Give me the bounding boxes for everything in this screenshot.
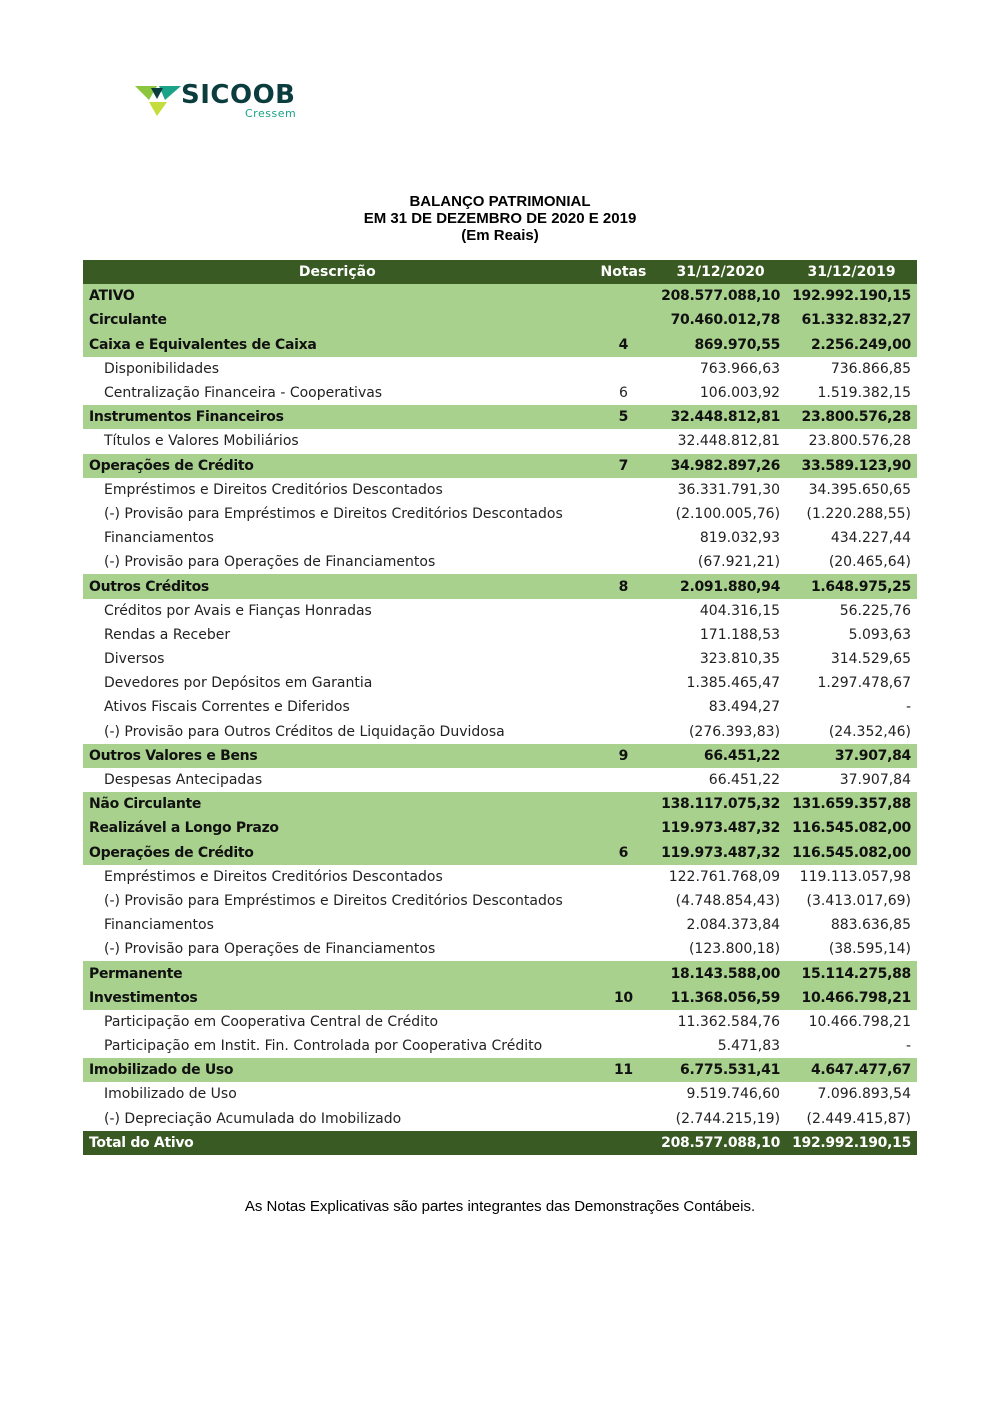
- table-row: [83, 1010, 917, 1034]
- header-2019: 31/12/2019: [786, 260, 917, 284]
- row-nota: [592, 1010, 655, 1034]
- row-value-2019: 192.992.190,15: [786, 284, 917, 308]
- row-value-2019: (24.352,46): [786, 720, 917, 744]
- group-row: [83, 744, 917, 768]
- row-description: Títulos e Valores Mobiliários: [83, 429, 592, 453]
- row-value-2019: (2.449.415,87): [786, 1107, 917, 1131]
- row-description: Diversos: [83, 647, 592, 671]
- row-description: Outros Valores e Bens: [83, 744, 592, 768]
- row-nota: 8: [592, 574, 655, 598]
- group-row: [83, 333, 917, 357]
- row-nota: 10: [592, 986, 655, 1010]
- row-value-2019: 1.297.478,67: [786, 671, 917, 695]
- row-description: Permanente: [83, 961, 592, 985]
- row-value-2020: 404.316,15: [655, 599, 786, 623]
- document-title: [0, 193, 1000, 244]
- row-value-2019: 5.093,63: [786, 623, 917, 647]
- row-value-2019: 4.647.477,67: [786, 1058, 917, 1082]
- row-nota: [592, 429, 655, 453]
- row-value-2020: 2.084.373,84: [655, 913, 786, 937]
- row-value-2019: 37.907,84: [786, 768, 917, 792]
- row-description: Créditos por Avais e Fianças Honradas: [83, 599, 592, 623]
- row-value-2020: 32.448.812,81: [655, 405, 786, 429]
- title-line-1: BALANÇO PATRIMONIAL: [409, 193, 591, 210]
- row-nota: [592, 284, 655, 308]
- table-row: [83, 1082, 917, 1106]
- row-nota: [592, 792, 655, 816]
- table-row: [83, 695, 917, 719]
- row-nota: [592, 647, 655, 671]
- row-nota: [592, 526, 655, 550]
- row-nota: [592, 1034, 655, 1058]
- table-row: [83, 478, 917, 502]
- row-value-2020: (67.921,21): [655, 550, 786, 574]
- row-value-2020: 9.519.746,60: [655, 1082, 786, 1106]
- row-value-2019: (20.465,64): [786, 550, 917, 574]
- row-value-2019: 23.800.576,28: [786, 405, 917, 429]
- row-description: Outros Créditos: [83, 574, 592, 598]
- row-nota: 6: [592, 381, 655, 405]
- row-value-2020: 119.973.487,32: [655, 841, 786, 865]
- row-description: Participação em Cooperativa Central de Crédito: [83, 1010, 592, 1034]
- row-description: Financiamentos: [83, 913, 592, 937]
- row-value-2020: 208.577.088,10: [655, 284, 786, 308]
- row-value-2019: (38.595,14): [786, 937, 917, 961]
- row-value-2020: 6.775.531,41: [655, 1058, 786, 1082]
- row-description: Realizável a Longo Prazo: [83, 816, 592, 840]
- table-row: [83, 913, 917, 937]
- row-nota: [592, 720, 655, 744]
- row-value-2019: 2.256.249,00: [786, 333, 917, 357]
- row-nota: [592, 816, 655, 840]
- row-description: Investimentos: [83, 986, 592, 1010]
- footnote: As Notas Explicativas são partes integrantes das Demonstrações Contábeis.: [244, 1198, 756, 1215]
- row-nota: [592, 1107, 655, 1131]
- row-value-2019: 119.113.057,98: [786, 865, 917, 889]
- header-notas: Notas: [592, 260, 655, 284]
- row-value-2019: 1.519.382,15: [786, 381, 917, 405]
- row-value-2020: 70.460.012,78: [655, 308, 786, 332]
- table-body: [83, 284, 917, 1155]
- row-nota: [592, 478, 655, 502]
- row-description: Financiamentos: [83, 526, 592, 550]
- table-row: [83, 502, 917, 526]
- row-description: (-) Provisão para Operações de Financiamentos: [83, 937, 592, 961]
- balance-sheet-table: [83, 260, 917, 1155]
- row-value-2019: 131.659.357,88: [786, 792, 917, 816]
- row-value-2020: 869.970,55: [655, 333, 786, 357]
- row-description: Ativos Fiscais Correntes e Diferidos: [83, 695, 592, 719]
- table-row: [83, 599, 917, 623]
- table-row: [83, 1107, 917, 1131]
- group-row: [83, 454, 917, 478]
- row-value-2020: (123.800,18): [655, 937, 786, 961]
- row-description: (-) Depreciação Acumulada do Imobilizado: [83, 1107, 592, 1131]
- row-value-2020: 122.761.768,09: [655, 865, 786, 889]
- table-row: [83, 671, 917, 695]
- row-value-2020: 323.810,35: [655, 647, 786, 671]
- row-nota: [592, 623, 655, 647]
- row-description: Despesas Antecipadas: [83, 768, 592, 792]
- row-value-2019: 883.636,85: [786, 913, 917, 937]
- row-value-2020: 66.451,22: [655, 768, 786, 792]
- row-nota: [592, 502, 655, 526]
- row-value-2020: 11.368.056,59: [655, 986, 786, 1010]
- row-description: (-) Provisão para Empréstimos e Direitos Creditórios Descontados: [83, 889, 592, 913]
- row-value-2019: 116.545.082,00: [786, 816, 917, 840]
- row-value-2020: 138.117.075,32: [655, 792, 786, 816]
- row-nota: 4: [592, 333, 655, 357]
- row-description: Devedores por Depósitos em Garantia: [83, 671, 592, 695]
- row-nota: [592, 357, 655, 381]
- logo-brand: SICOOB: [181, 80, 296, 110]
- row-description: Circulante: [83, 308, 592, 332]
- group-row: [83, 961, 917, 985]
- row-description: (-) Provisão para Operações de Financiamentos: [83, 550, 592, 574]
- table-row: [83, 889, 917, 913]
- row-nota: [592, 695, 655, 719]
- row-nota: [592, 1082, 655, 1106]
- row-description: Total do Ativo: [83, 1131, 592, 1155]
- table-row: [83, 357, 917, 381]
- row-nota: 7: [592, 454, 655, 478]
- row-value-2019: 7.096.893,54: [786, 1082, 917, 1106]
- header-2020: 31/12/2020: [655, 260, 786, 284]
- header-descricao: Descrição: [83, 260, 592, 284]
- row-description: ATIVO: [83, 284, 592, 308]
- row-value-2019: 1.648.975,25: [786, 574, 917, 598]
- row-value-2020: 36.331.791,30: [655, 478, 786, 502]
- table-row: [83, 1034, 917, 1058]
- row-description: Imobilizado de Uso: [83, 1058, 592, 1082]
- row-description: Caixa e Equivalentes de Caixa: [83, 333, 592, 357]
- row-value-2019: 34.395.650,65: [786, 478, 917, 502]
- table-row: [83, 623, 917, 647]
- group-row: [83, 574, 917, 598]
- row-nota: 5: [592, 405, 655, 429]
- row-value-2019: (1.220.288,55): [786, 502, 917, 526]
- row-value-2020: 32.448.812,81: [655, 429, 786, 453]
- group-row: [83, 841, 917, 865]
- row-description: Imobilizado de Uso: [83, 1082, 592, 1106]
- group-row: [83, 792, 917, 816]
- table-row: [83, 720, 917, 744]
- row-nota: [592, 599, 655, 623]
- row-value-2019: (3.413.017,69): [786, 889, 917, 913]
- row-value-2019: 434.227,44: [786, 526, 917, 550]
- row-nota: [592, 961, 655, 985]
- group-row: [83, 405, 917, 429]
- table-row: [83, 550, 917, 574]
- row-description: Não Circulante: [83, 792, 592, 816]
- row-description: Empréstimos e Direitos Creditórios Descontados: [83, 478, 592, 502]
- row-value-2019: 61.332.832,27: [786, 308, 917, 332]
- row-nota: [592, 671, 655, 695]
- row-value-2019: 116.545.082,00: [786, 841, 917, 865]
- table-row: [83, 381, 917, 405]
- row-value-2019: 736.866,85: [786, 357, 917, 381]
- row-value-2019: -: [786, 695, 917, 719]
- table-row: [83, 937, 917, 961]
- row-description: Centralização Financeira - Cooperativas: [83, 381, 592, 405]
- group-row: [83, 986, 917, 1010]
- row-value-2020: (276.393,83): [655, 720, 786, 744]
- row-value-2020: 106.003,92: [655, 381, 786, 405]
- table-row: [83, 647, 917, 671]
- row-value-2019: 56.225,76: [786, 599, 917, 623]
- row-value-2019: 23.800.576,28: [786, 429, 917, 453]
- row-nota: [592, 1131, 655, 1155]
- row-value-2020: 18.143.588,00: [655, 961, 786, 985]
- row-value-2019: 314.529,65: [786, 647, 917, 671]
- table-row: [83, 865, 917, 889]
- row-nota: 9: [592, 744, 655, 768]
- total-row: [83, 1131, 917, 1155]
- row-description: Instrumentos Financeiros: [83, 405, 592, 429]
- row-description: (-) Provisão para Outros Créditos de Liquidação Duvidosa: [83, 720, 592, 744]
- row-value-2020: 819.032,93: [655, 526, 786, 550]
- group-row: [83, 816, 917, 840]
- table-row: [83, 768, 917, 792]
- row-value-2020: 2.091.880,94: [655, 574, 786, 598]
- row-nota: [592, 913, 655, 937]
- row-nota: [592, 889, 655, 913]
- table-row: [83, 429, 917, 453]
- row-value-2019: -: [786, 1034, 917, 1058]
- row-value-2020: 171.188,53: [655, 623, 786, 647]
- row-nota: [592, 308, 655, 332]
- sicoob-logo-icon: [135, 82, 181, 118]
- row-value-2019: 192.992.190,15: [786, 1131, 917, 1155]
- row-value-2020: 208.577.088,10: [655, 1131, 786, 1155]
- row-description: (-) Provisão para Empréstimos e Direitos Creditórios Descontados: [83, 502, 592, 526]
- row-value-2020: (2.744.215,19): [655, 1107, 786, 1131]
- group-row: [83, 284, 917, 308]
- row-value-2020: (4.748.854,43): [655, 889, 786, 913]
- row-description: Empréstimos e Direitos Creditórios Descontados: [83, 865, 592, 889]
- row-nota: [592, 768, 655, 792]
- row-value-2020: 5.471,83: [655, 1034, 786, 1058]
- title-line-2: EM 31 DE DEZEMBRO DE 2020 E 2019: [363, 210, 637, 227]
- row-nota: 6: [592, 841, 655, 865]
- row-description: Rendas a Receber: [83, 623, 592, 647]
- table-row: [83, 526, 917, 550]
- sicoob-logo: [135, 82, 335, 122]
- table-header-row: [83, 260, 917, 284]
- row-value-2020: 1.385.465,47: [655, 671, 786, 695]
- row-value-2020: (2.100.005,76): [655, 502, 786, 526]
- row-value-2020: 66.451,22: [655, 744, 786, 768]
- row-value-2020: 34.982.897,26: [655, 454, 786, 478]
- row-description: Operações de Crédito: [83, 841, 592, 865]
- row-value-2020: 763.966,63: [655, 357, 786, 381]
- row-value-2019: 15.114.275,88: [786, 961, 917, 985]
- row-nota: 11: [592, 1058, 655, 1082]
- row-value-2019: 33.589.123,90: [786, 454, 917, 478]
- row-nota: [592, 550, 655, 574]
- row-value-2020: 83.494,27: [655, 695, 786, 719]
- row-description: Disponibilidades: [83, 357, 592, 381]
- row-value-2019: 37.907,84: [786, 744, 917, 768]
- row-value-2019: 10.466.798,21: [786, 1010, 917, 1034]
- group-row: [83, 1058, 917, 1082]
- row-value-2019: 10.466.798,21: [786, 986, 917, 1010]
- row-description: Participação em Instit. Fin. Controlada por Cooperativa Crédito: [83, 1034, 592, 1058]
- group-row: [83, 308, 917, 332]
- title-line-3: (Em Reais): [461, 227, 539, 244]
- row-nota: [592, 937, 655, 961]
- logo-subtitle: Cressem: [245, 107, 297, 120]
- row-value-2020: 119.973.487,32: [655, 816, 786, 840]
- row-nota: [592, 865, 655, 889]
- row-description: Operações de Crédito: [83, 454, 592, 478]
- row-value-2020: 11.362.584,76: [655, 1010, 786, 1034]
